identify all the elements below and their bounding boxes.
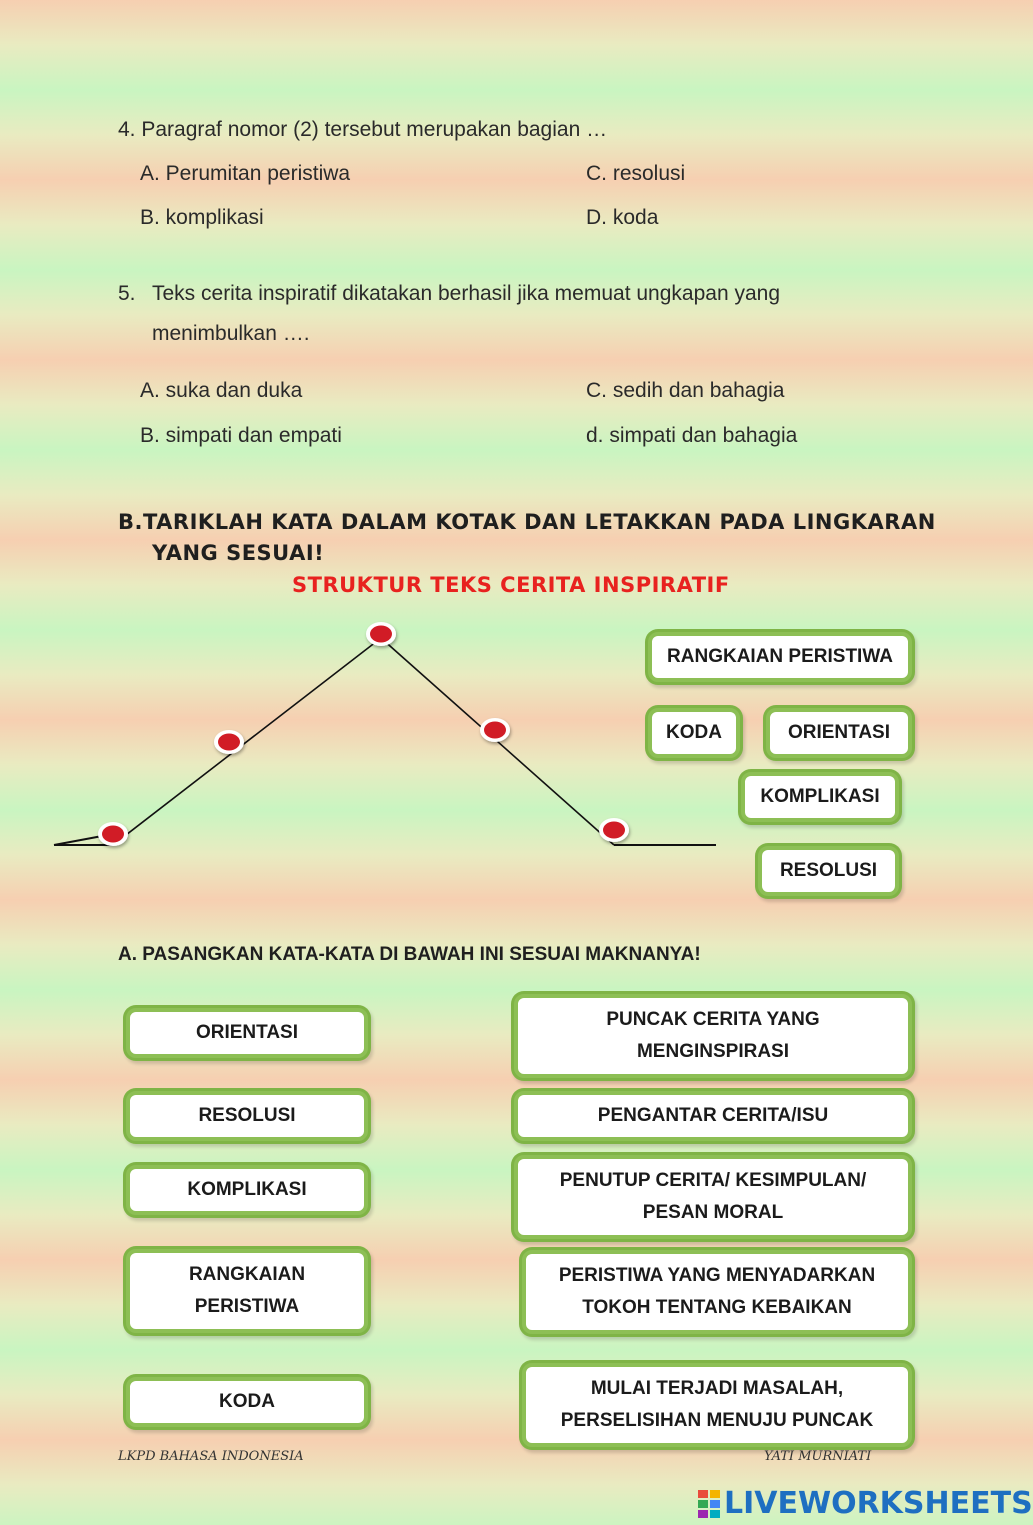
drag-word-orientasi[interactable]: ORIENTASI [770, 712, 908, 754]
match-right-5[interactable]: MULAI TERJADI MASALAH, PERSELISIHAN MENUJU PUNCAK [526, 1367, 908, 1443]
structure-subtitle: STRUKTUR TEKS CERITA INSPIRATIF [292, 573, 730, 597]
q4-option-a[interactable]: A. Perumitan peristiwa [140, 162, 351, 185]
match-right-1[interactable]: PUNCAK CERITA YANG MENGINSPIRASI [518, 998, 908, 1074]
question-5-line2: menimbulkan …. [152, 322, 310, 345]
drag-word-komplikasi[interactable]: KOMPLIKASI [745, 776, 895, 818]
match-left-komplikasi[interactable]: KOMPLIKASI [130, 1169, 364, 1211]
question-5-line1: Teks cerita inspiratif dikatakan berhasil jika memuat ungkapan yang [152, 282, 781, 305]
q5-option-c[interactable]: C. sedih dan bahagia [586, 379, 785, 402]
question-4: 4. Paragraf nomor (2) tersebut merupakan bagian … [118, 118, 608, 141]
question-5-number: 5. [118, 282, 136, 305]
match-right-4[interactable]: PERISTIWA YANG MENYADARKAN TOKOH TENTANG KEBAIKAN [526, 1254, 908, 1330]
match-left-koda[interactable]: KODA [130, 1381, 364, 1423]
footer-right: YATI MURNIATI [764, 1449, 872, 1464]
drag-word-koda[interactable]: KODA [652, 712, 736, 754]
q4-option-d[interactable]: D. koda [586, 206, 659, 229]
section-b-heading-line1: B.TARIKLAH KATA DALAM KOTAK DAN LETAKKAN PADA LINGKARAN [118, 510, 936, 534]
story-structure-diagram [0, 600, 740, 870]
match-right-3[interactable]: PENUTUP CERITA/ KESIMPULAN/ PESAN MORAL [518, 1159, 908, 1235]
section-b-heading-line2: YANG SESUAI! [152, 541, 325, 565]
section-a-heading: A. PASANGKAN KATA-KATA DI BAWAH INI SESUAI MAKNANYA! [118, 944, 701, 965]
footer-left: LKPD BAHASA INDONESIA [118, 1449, 304, 1464]
match-right-2[interactable]: PENGANTAR CERITA/ISU [518, 1095, 908, 1137]
drag-word-rangkaian-peristiwa[interactable]: RANGKAIAN PERISTIWA [652, 636, 908, 678]
q4-option-b[interactable]: B. komplikasi [140, 206, 264, 229]
match-left-orientasi[interactable]: ORIENTASI [130, 1012, 364, 1054]
liveworksheets-logo-icon [698, 1490, 722, 1518]
match-left-rangkaian-peristiwa[interactable]: RANGKAIAN PERISTIWA [130, 1253, 364, 1329]
q5-option-a[interactable]: A. suka dan duka [140, 379, 303, 402]
rising-line [113, 638, 381, 845]
q4-option-c[interactable]: C. resolusi [586, 162, 686, 185]
drag-word-resolusi[interactable]: RESOLUSI [762, 850, 895, 892]
match-left-resolusi[interactable]: RESOLUSI [130, 1095, 364, 1137]
q5-option-b[interactable]: B. simpati dan empati [140, 424, 342, 447]
liveworksheets-logo[interactable] [698, 1486, 1033, 1521]
liveworksheets-logo-text: LIVEWORKSHEETS [724, 1486, 1033, 1521]
q5-option-d[interactable]: d. simpati dan bahagia [586, 424, 798, 447]
